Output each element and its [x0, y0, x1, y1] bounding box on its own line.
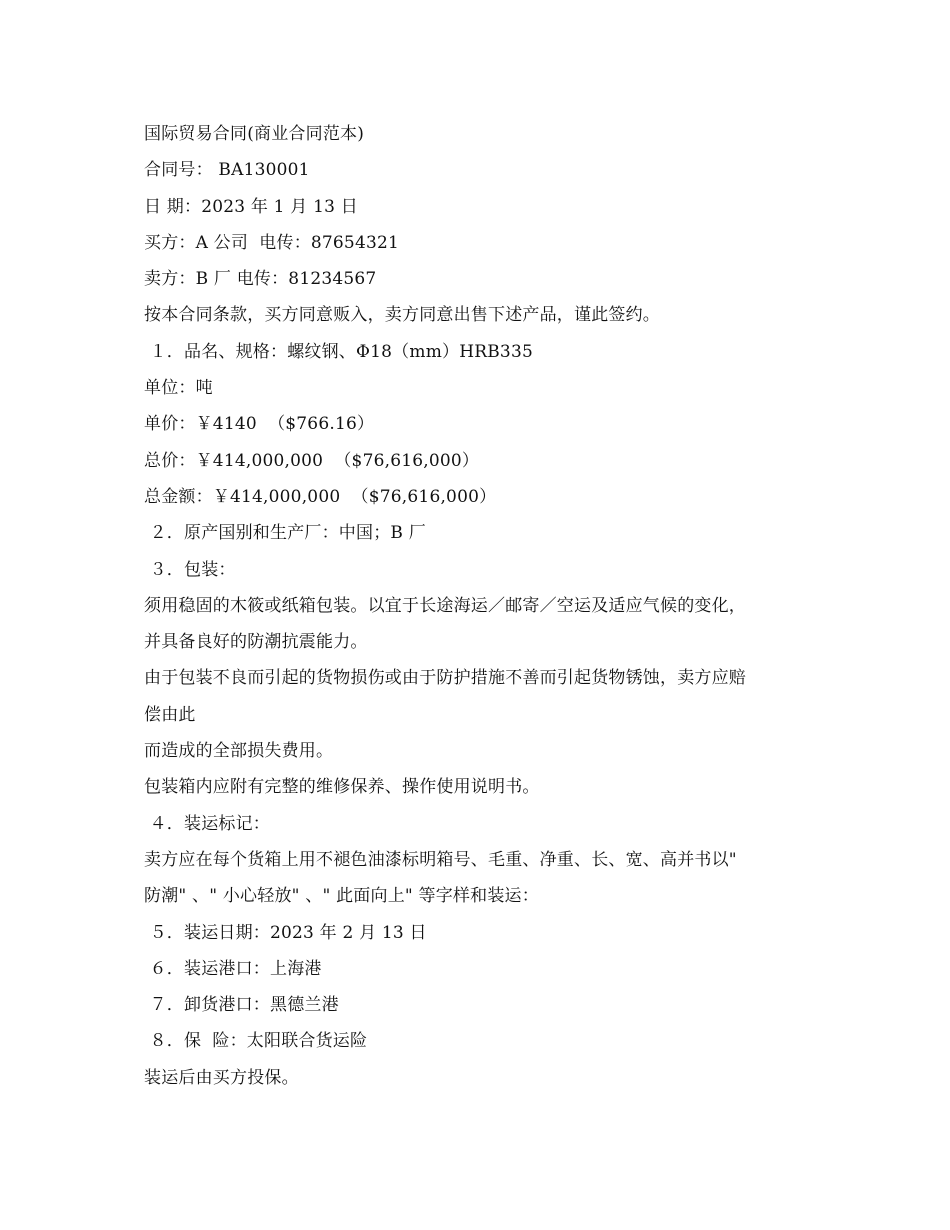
clause-3-packing-heading: ３．包装： [144, 559, 236, 580]
unit-price-line: 单价：￥4140 （$766.16） [144, 414, 375, 435]
packing-paragraph-2: 由于包装不良而引起的货物损伤或由于防护措施不善而引起货物锈蚀，卖方应赔 [144, 668, 746, 689]
preamble: 按本合同条款，买方同意贩入，卖方同意出售下述产品，谨此签约。 [144, 305, 660, 326]
clause-6-port-of-loading: ６．装运港口：上海港 [144, 958, 322, 979]
total-amount-line: 总金额：￥414,000,000 （$76,616,000） [144, 486, 497, 507]
unit-line: 单位：吨 [144, 378, 213, 399]
seller-info: 卖方：B 厂 电传：81234567 [144, 269, 377, 290]
packing-paragraph-2-cont: 偿由此 [144, 704, 196, 725]
clause-2-origin: ２．原产国别和生产厂：中国；B 厂 [144, 523, 426, 544]
contract-date: 日 期：2023 年 1 月 13 日 [144, 196, 358, 217]
contract-number: 合同号： BA130001 [144, 160, 310, 181]
packing-paragraph-2-end: 而造成的全部损失费用。 [144, 741, 334, 762]
marks-paragraph-cont: 防潮" 、" 小心轻放" 、" 此面向上" 等字样和装运： [144, 886, 539, 907]
packing-paragraph-3: 包装箱内应附有完整的维修保养、操作使用说明书。 [144, 777, 540, 798]
contract-page [144, 116, 824, 1096]
total-price-line: 总价：￥414,000,000 （$76,616,000） [144, 450, 480, 471]
clause-5-shipment-date: ５．装运日期：2023 年 2 月 13 日 [144, 922, 427, 943]
clause-8-insurance: ８．保 险：太阳联合货运险 [144, 1031, 368, 1052]
marks-paragraph: 卖方应在每个货箱上用不褪色油漆标明箱号、毛重、净重、长、宽、高并书以" [144, 849, 737, 870]
buyer-info: 买方：A 公司 电传：87654321 [144, 232, 400, 253]
clause-7-port-of-discharge: ７．卸货港口：黑德兰港 [144, 995, 339, 1016]
packing-paragraph-1-cont: 并具备良好的防潮抗震能力。 [144, 632, 368, 653]
clause-4-marks-heading: ４．装运标记： [144, 813, 271, 834]
insurance-note: 装运后由买方投保。 [144, 1067, 299, 1088]
clause-1-product-spec: １．品名、规格：螺纹钢、Φ18（mm）HRB335 [144, 341, 533, 362]
packing-paragraph-1: 须用稳固的木筱或纸箱包装。以宜于长途海运／邮寄／空运及适应气候的变化， [144, 595, 746, 616]
contract-title: 国际贸易合同(商业合同范本) [144, 124, 365, 144]
